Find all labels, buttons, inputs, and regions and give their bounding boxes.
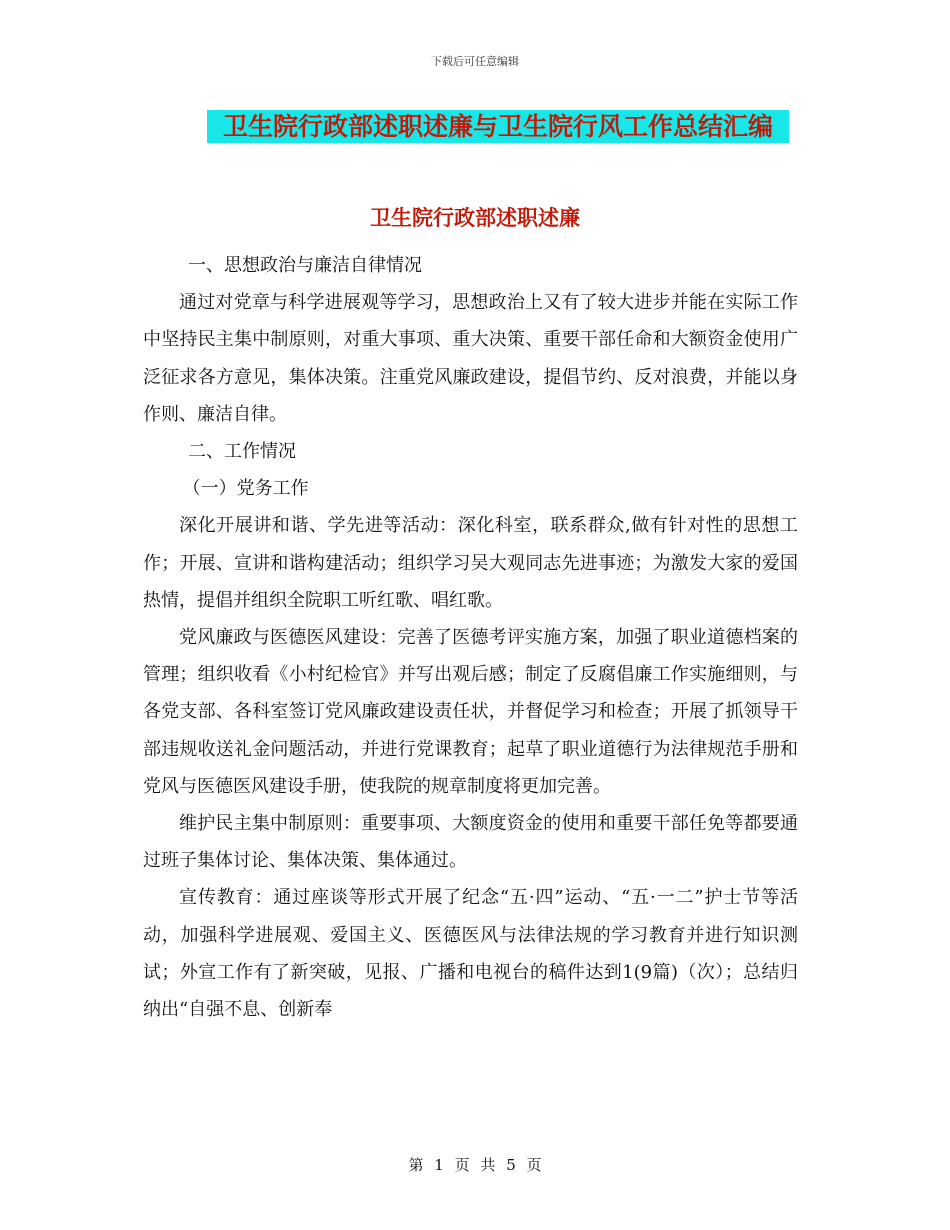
page-footer bbox=[0, 1154, 950, 1175]
footer-total-unit: 页 bbox=[526, 1156, 542, 1174]
footer-total-label: 共 bbox=[480, 1156, 496, 1174]
footer-page-label: 第 bbox=[408, 1156, 424, 1174]
footer-page-total: 5 bbox=[506, 1156, 516, 1174]
heading-section-2: 二、工作情况 bbox=[188, 441, 296, 463]
paragraph: 党风廉政与医德医风建设：完善了医德考评实施方案，加强了职业道德档案的管理；组织收看《小村纪检官》并写出观后感；制定了反腐倡廉工作实施细则，与各党支部、各科室签订党风廉政建设责任状，并督促学习和检查；开展了抓领导干部违规收送礼金问题活动，并进行党课教育；起草了职业道德行为法律规范手册和党风与医德医风建设手册，使我院的规章制度将更加完善。 bbox=[143, 627, 798, 797]
footer-page-current: 1 bbox=[434, 1156, 444, 1174]
heading-section-1: 一、思想政治与廉洁自律情况 bbox=[188, 255, 422, 276]
heading-subsection-1: （一）党务工作 bbox=[182, 478, 309, 500]
footer-page-unit: 页 bbox=[454, 1156, 470, 1174]
paragraph: 深化开展讲和谐、学先进等活动：深化科室，联系群众,做有针对性的思想工作；开展、宣讲和谐构建活动；组织学习吴大观同志先进事迹；为激发大家的爱国热情，提倡并组织全院职工听红歌、唱红歌。 bbox=[143, 515, 798, 611]
section-title: 卫生院行政部述职述廉 bbox=[370, 205, 580, 230]
paragraph: 通过对党章与科学进展观等学习，思想政治上又有了较大进步并能在实际工作中坚持民主集中制原则，对重大事项、重大决策、重要干部任命和大额资金使用广泛征求各方意见，集体决策。注重党风廉政建设，提倡节约、反对浪费，并能以身作则、廉洁自律。 bbox=[143, 292, 798, 425]
paragraph: 维护民主集中制原则：重要事项、大额度资金的使用和重要干部任免等都要通过班子集体讨论、集体决策、集体通过。 bbox=[143, 813, 798, 872]
header-note: 下载后可任意编辑 bbox=[431, 55, 519, 68]
paragraph: 宣传教育：通过座谈等形式开展了纪念“五·四”运动、“五·一二”护士节等活动，加强科学进展观、爱国主义、医德医风与法律法规的学习教育并进行知识测试；外宣工作有了新突破，见报、广播和电视台的稿件达到1(9篇)（次）；总结归纳出“自强不息、创新奉 bbox=[143, 887, 798, 1021]
title-highlight bbox=[207, 110, 789, 143]
document-title: 卫生院行政部述职述廉与卫生院行风工作总结汇编 bbox=[222, 112, 773, 141]
document-body bbox=[143, 247, 798, 1028]
